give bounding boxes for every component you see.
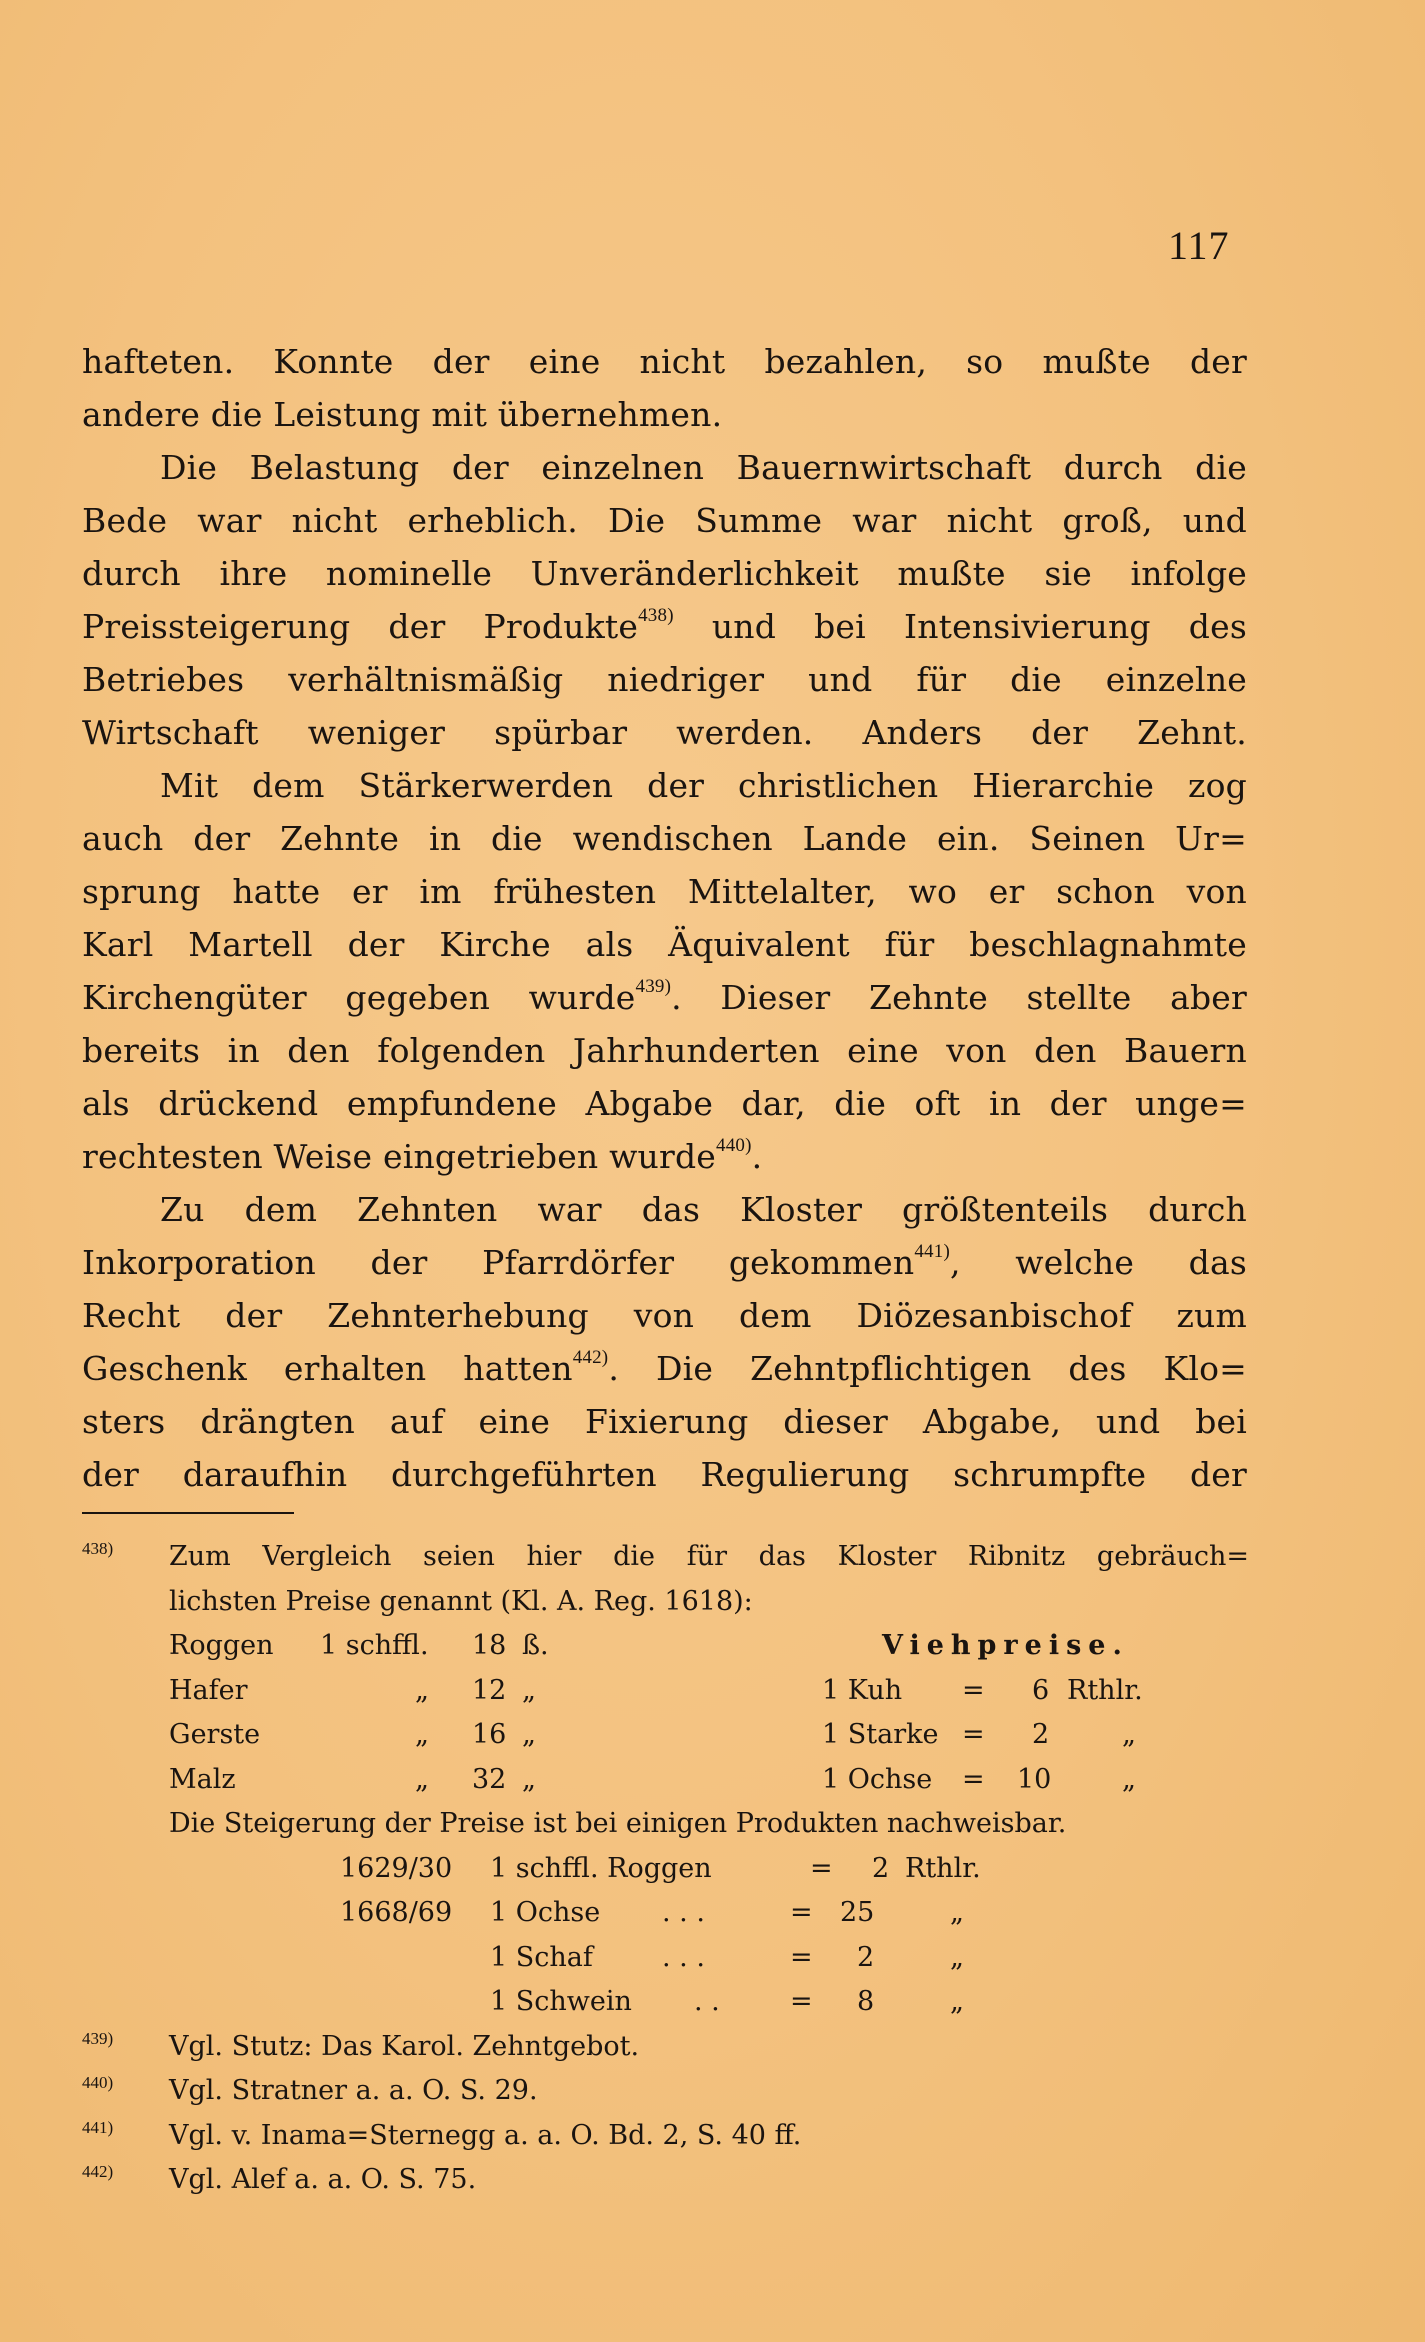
- footnote-mark: 442): [82, 2162, 114, 2181]
- text-segment: .: [751, 1137, 763, 1176]
- footnote-ref-441[interactable]: 441): [914, 1241, 950, 1262]
- text-segment: Kirchengüter gegeben wurde: [82, 978, 636, 1017]
- footnote-mark: 440): [82, 2073, 114, 2092]
- increase-year: 1668/69: [340, 1897, 453, 1928]
- text-line: [82, 1236, 1247, 1289]
- footnote-440: [82, 2069, 1247, 2114]
- grain-currency: „: [522, 1763, 536, 1795]
- grain-unit: 1 schffl.: [320, 1630, 429, 1661]
- cattle-item: 1 Ochse: [822, 1763, 933, 1795]
- cattle-heading: Viehpreise.: [882, 1630, 1129, 1661]
- increase-eq: =: [790, 1897, 813, 1928]
- price-row: [82, 1713, 1247, 1758]
- text-segment: Preissteigerung der Produkte: [82, 607, 639, 646]
- text-segment: . Dieser Zehnte stellte aber: [671, 978, 1247, 1017]
- increase-price: 2: [872, 1852, 890, 1884]
- text-line: sters drängten auf eine Fixierung dieser Abgabe, und bei: [82, 1402, 1247, 1441]
- increase-eq: =: [790, 1986, 813, 2017]
- grain-price: 12: [472, 1674, 507, 1706]
- grain-price: 18: [472, 1630, 507, 1661]
- text-line: Bede war nicht erheblich. Die Summe war nicht groß, und: [82, 501, 1247, 540]
- cattle-currency: „: [1122, 1719, 1136, 1750]
- paragraph-start: Mit dem Stärkerwerden der christlichen Hierarchie zog: [160, 766, 1247, 805]
- text-line: bereits in den folgenden Jahrhunderten eine von den Bauern: [82, 1031, 1247, 1070]
- footnote-text: Vgl. v. Inama=Sternegg a. a. O. Bd. 2, S. 40 ff.: [169, 2119, 802, 2151]
- text-line: [82, 1130, 1247, 1183]
- footnotes: [82, 1535, 1247, 2203]
- text-line: hafteten. Konnte der eine nicht bezahlen, so mußte der: [82, 342, 1247, 381]
- increase-dots: . . .: [662, 1941, 705, 1973]
- grain-unit: „: [415, 1763, 429, 1795]
- cattle-price: 2: [1032, 1719, 1050, 1750]
- paragraph-start: Zu dem Zehnten war das Kloster größtenteils durch: [160, 1190, 1247, 1229]
- footnote-mark: 441): [82, 2117, 114, 2137]
- footnote-mark: 439): [82, 2028, 114, 2048]
- text-line: [82, 971, 1247, 1024]
- grain-currency: „: [522, 1674, 536, 1706]
- grain-unit: „: [415, 1719, 429, 1750]
- text-line: auch der Zehnte in die wendischen Lande ein. Seinen Ur=: [82, 819, 1247, 858]
- footnote-438: [82, 1535, 1247, 1580]
- increase-price: 2: [857, 1941, 875, 1973]
- increase-currency: „: [950, 1897, 964, 1928]
- page-number: 117: [1168, 223, 1230, 268]
- text-segment: . Die Zehntpflichtigen des Klo=: [608, 1349, 1248, 1388]
- increase-row: [82, 1980, 1247, 2025]
- increase-item: 1 Schwein: [490, 1986, 632, 2017]
- footnote-text: Vgl. Stratner a. a. O. S. 29.: [169, 2075, 538, 2106]
- text-segment: und bei Intensivierung des: [711, 607, 1247, 646]
- footnote-mark: 438): [82, 1539, 114, 1558]
- text-line: Karl Martell der Kirche als Äquivalent für beschlagnahmte: [82, 925, 1247, 964]
- text-line: sprung hatte er im frühesten Mittelalter, wo er schon von: [82, 872, 1247, 911]
- footnote-ref-438[interactable]: 438): [638, 605, 674, 626]
- price-row: [82, 1669, 1247, 1714]
- footnote-text: Vgl. Alef a. a. O. S. 75.: [169, 2164, 477, 2195]
- footnote-line: lichsten Preise genannt (Kl. A. Reg. 1618):: [169, 1585, 753, 1617]
- footnote-text: Vgl. Stutz: Das Karol. Zehntgebot.: [169, 2030, 640, 2062]
- grain-item: Roggen: [169, 1630, 274, 1661]
- footnote-441: [82, 2114, 1247, 2159]
- text-segment: Inkorporation der Pfarrdörfer gekommen: [82, 1243, 915, 1282]
- text-line: als drückend empfundene Abgabe dar, die oft in der unge=: [82, 1084, 1247, 1123]
- cattle-price: 6: [1032, 1674, 1050, 1706]
- increase-row: [82, 1936, 1247, 1981]
- cattle-item: 1 Kuh: [822, 1674, 903, 1706]
- grain-currency: „: [522, 1719, 536, 1750]
- cattle-eq: =: [962, 1719, 985, 1750]
- increase-item: 1 Ochse: [490, 1897, 601, 1928]
- text-line: durch ihre nominelle Unveränderlichkeit mußte sie infolge: [82, 554, 1247, 593]
- increase-year: 1629/30: [340, 1852, 453, 1884]
- grain-currency: ß.: [522, 1630, 549, 1661]
- increase-row: [82, 1847, 1247, 1892]
- price-row: [82, 1624, 1247, 1669]
- price-row: [82, 1758, 1247, 1803]
- increase-eq: =: [790, 1941, 813, 1973]
- grain-price: 32: [472, 1763, 507, 1795]
- cattle-currency: „: [1122, 1763, 1136, 1795]
- cattle-price: 10: [1017, 1763, 1052, 1795]
- increase-currency: „: [950, 1941, 964, 1973]
- grain-unit: „: [415, 1674, 429, 1706]
- text-line: der daraufhin durchgeführten Regulierung schrumpfte der: [82, 1455, 1247, 1494]
- footnote-line: Die Steigerung der Preise ist bei einigen Produkten nachweisbar.: [169, 1808, 1067, 1839]
- cattle-eq: =: [962, 1763, 985, 1795]
- grain-item: Malz: [169, 1763, 236, 1795]
- increase-dots: . . .: [662, 1897, 705, 1928]
- text-segment: Geschenk erhalten hatten: [82, 1349, 573, 1388]
- cattle-eq: =: [962, 1674, 985, 1706]
- increase-currency: Rthlr.: [905, 1852, 981, 1884]
- paragraph-start: Die Belastung der einzelnen Bauernwirtschaft durch die: [160, 448, 1247, 487]
- text-line: [82, 1342, 1247, 1395]
- increase-price: 25: [840, 1897, 875, 1928]
- text-line: Wirtschaft weniger spürbar werden. Anders der Zehnt.: [82, 713, 1247, 752]
- text-line: Recht der Zehnterhebung von dem Diözesanbischof zum: [82, 1296, 1247, 1335]
- cattle-item: 1 Starke: [822, 1719, 939, 1750]
- text-segment: rechtesten Weise eingetrieben wurde: [82, 1137, 716, 1176]
- footnote-divider: [82, 1512, 294, 1514]
- increase-dots: . .: [694, 1986, 720, 2017]
- text-line: Betriebes verhältnismäßig niedriger und für die einzelne: [82, 660, 1247, 699]
- footnote-text: Zum Vergleich seien hier die für das Kloster Ribnitz gebräuch=: [169, 1541, 1249, 1572]
- increase-item: 1 schffl. Roggen: [490, 1852, 712, 1884]
- grain-price: 16: [472, 1719, 507, 1750]
- footnote-442: [82, 2158, 1247, 2203]
- body-text: [82, 335, 1247, 1501]
- text-line: [82, 600, 1247, 653]
- increase-item: 1 Schaf: [490, 1941, 593, 1973]
- text-line: andere die Leistung mit übernehmen.: [82, 395, 723, 434]
- footnote-439: [82, 2025, 1247, 2070]
- increase-row: [82, 1891, 1247, 1936]
- footnote-ref-440[interactable]: 440): [716, 1135, 752, 1156]
- text-segment: , welche das: [949, 1243, 1247, 1282]
- grain-item: Hafer: [169, 1674, 248, 1706]
- footnote-ref-439[interactable]: 439): [635, 976, 672, 997]
- increase-eq: =: [810, 1852, 833, 1884]
- footnote-ref-442[interactable]: 442): [572, 1347, 609, 1368]
- cattle-currency: Rthlr.: [1067, 1674, 1143, 1706]
- increase-currency: „: [950, 1986, 964, 2017]
- grain-item: Gerste: [169, 1719, 261, 1750]
- increase-price: 8: [857, 1986, 875, 2017]
